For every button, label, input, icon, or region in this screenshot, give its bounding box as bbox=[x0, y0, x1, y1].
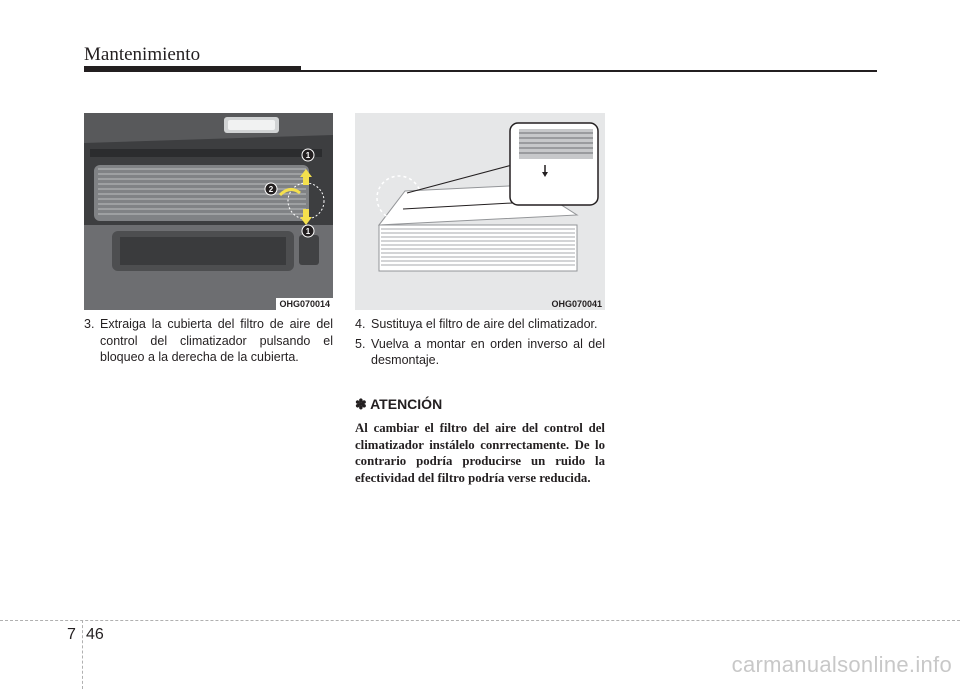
callout-1-bottom: 1 bbox=[305, 227, 311, 236]
page-number: 46 bbox=[86, 626, 104, 643]
chapter-number: 7 bbox=[67, 626, 76, 643]
header-bar-thin bbox=[84, 70, 877, 72]
step-item bbox=[355, 316, 605, 333]
asterisk-icon: ✽ bbox=[355, 396, 367, 412]
step-text: Extraiga la cubierta del filtro de aire del control del climatizador pulsando el bloqueo a la derecha de la cubierta. bbox=[100, 317, 333, 364]
steps-right bbox=[355, 316, 605, 372]
step-text: Vuelva a montar en orden inverso al del desmontaje. bbox=[371, 336, 605, 367]
callout-1-top: 1 bbox=[305, 151, 311, 160]
figure-code: OHG070041 bbox=[548, 298, 605, 310]
notice-title bbox=[355, 396, 442, 413]
callout-2: 2 bbox=[268, 185, 274, 194]
step-item bbox=[84, 316, 333, 366]
header-title: Mantenimiento bbox=[84, 44, 201, 65]
step-number: 3. bbox=[84, 317, 95, 331]
step-item bbox=[355, 336, 605, 369]
footer-divider bbox=[0, 620, 960, 621]
notice-title-text: ATENCIÓN bbox=[370, 396, 443, 412]
air-filter-illustration bbox=[355, 113, 605, 310]
figure-filter-cover bbox=[84, 113, 333, 310]
notice-body: Al cambiar el filtro del aire del control del climatizador instálelo conrrectamente. De lo contrario podría producirse un ruido la efectividad del filtro podría verse reducida. bbox=[355, 421, 605, 485]
step-number: 4. bbox=[355, 317, 366, 331]
filter-cover-illustration bbox=[84, 113, 333, 310]
step-number: 5. bbox=[355, 336, 366, 351]
steps-left bbox=[84, 316, 333, 369]
figure-code: OHG070014 bbox=[276, 298, 333, 310]
figure-air-filter bbox=[355, 113, 605, 310]
step-text: Sustituya el filtro de aire del climatizador. bbox=[371, 317, 598, 331]
watermark: carmanualsonline.info bbox=[731, 652, 952, 677]
footer-divider-vertical bbox=[82, 620, 83, 689]
